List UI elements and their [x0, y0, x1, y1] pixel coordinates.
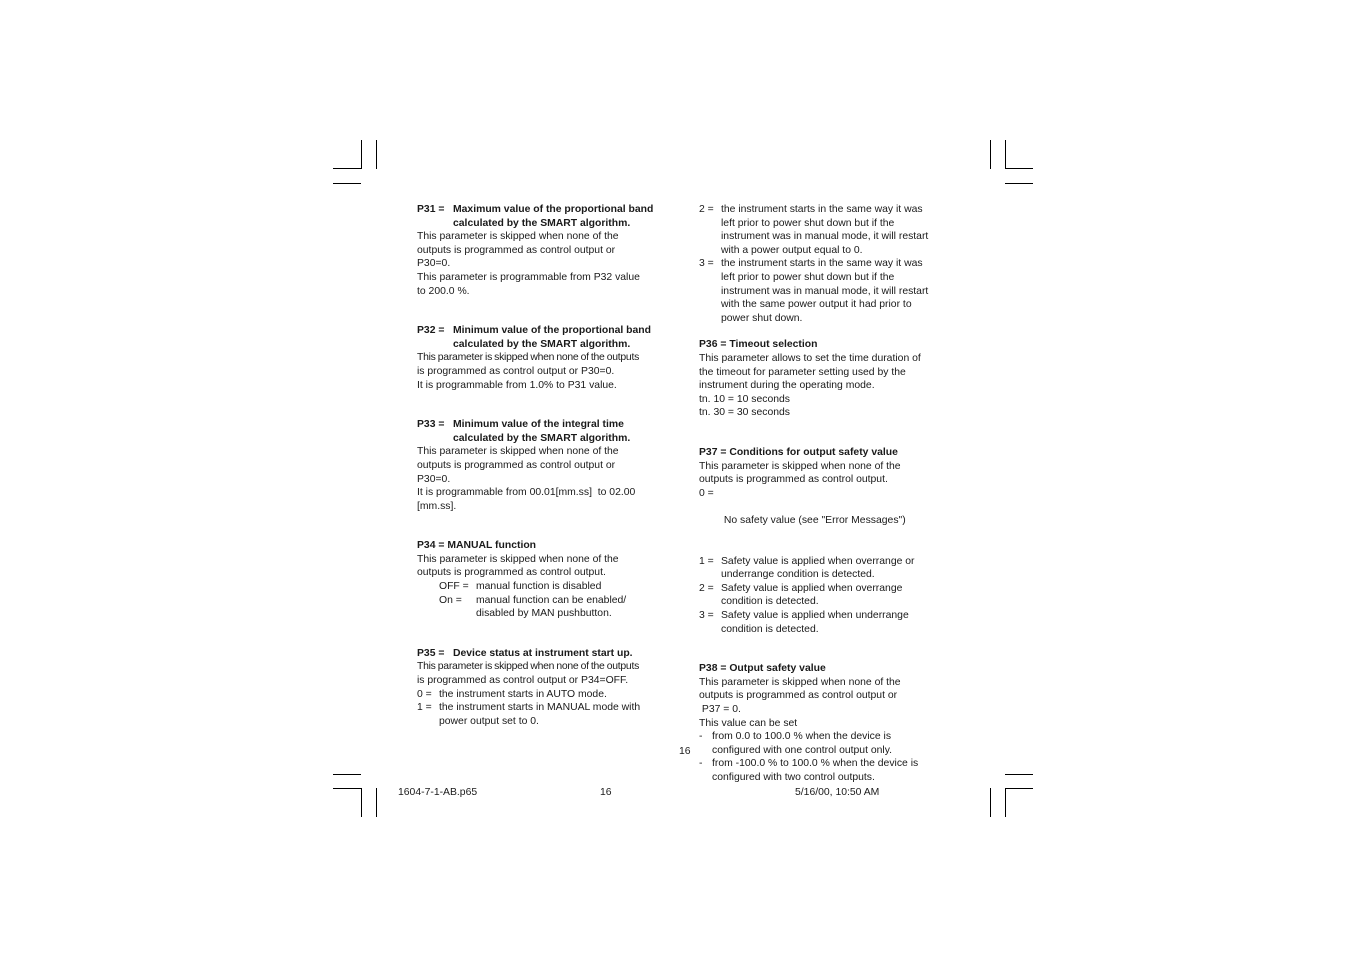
body-line: is programmed as control output or P30=0. [417, 365, 615, 377]
p34-body [417, 553, 675, 580]
p31-body [417, 230, 675, 298]
crop-mark-top-left [361, 140, 362, 169]
p32-body [417, 351, 675, 392]
footer-page: 16 [600, 787, 612, 798]
p35-body [417, 660, 675, 687]
crop-mark-bottom-right [990, 788, 991, 817]
p32-key: P32 = [417, 325, 445, 337]
p37-item [699, 487, 954, 555]
item-line: Safety value is applied when underrange [721, 610, 909, 622]
body-line: This parameter is skipped when none of the outputs [417, 661, 640, 673]
p32-title-line: calculated by the SMART algorithm. [453, 338, 631, 350]
p32-title-line: Minimum value of the proportional band [453, 325, 652, 337]
p34-option [417, 580, 675, 594]
p37-item [699, 555, 954, 582]
footer-filename: 1604-7-1-AB.p65 [398, 787, 478, 798]
crop-mark-bottom-right [1005, 788, 1033, 789]
item-line: the instrument starts in the same way it was [721, 204, 923, 215]
body-line: It is programmable from 1.0% to P31 value. [417, 379, 617, 391]
p38-item [699, 757, 954, 784]
item-line: configured with two control outputs. [712, 771, 875, 783]
section-p37 [699, 446, 954, 636]
p37-heading: P37 = Conditions for output safety value [699, 446, 898, 458]
item-key: - [699, 758, 703, 770]
section-p36 [699, 338, 954, 420]
crop-mark-top-right [1005, 140, 1006, 169]
option-line: disabled by MAN pushbutton. [476, 608, 612, 620]
p35-item [699, 203, 954, 257]
section-p38 [699, 662, 954, 784]
body-line: is programmed as control output or P34=OFF. [417, 675, 629, 687]
p38-item [699, 730, 954, 757]
body-line: This parameter allows to set the time duration of [699, 352, 921, 364]
p33-heading [417, 418, 675, 445]
body-line: This parameter is programmable from P32 value [417, 271, 640, 283]
crop-mark-bottom-left [333, 788, 361, 789]
footer-timestamp: 5/16/00, 10:50 AM [795, 787, 880, 798]
body-line: tn. 30 = 30 seconds [699, 407, 790, 419]
left-column [417, 203, 675, 728]
body-line: outputs is programmed as control output. [699, 474, 888, 486]
body-line: This parameter is skipped when none of the outputs [417, 352, 640, 364]
p31-title-line: Maximum value of the proportional band [453, 204, 654, 215]
body-line: outputs is programmed as control output or [699, 690, 898, 702]
p35-item [699, 257, 954, 325]
p34-heading: P34 = MANUAL function [417, 540, 537, 552]
item-line: power shut down. [721, 312, 803, 324]
crop-mark-top-right [990, 140, 991, 169]
p37-body [699, 460, 954, 487]
p36-body [699, 352, 954, 420]
body-line: P30=0. [417, 258, 451, 270]
item-key: 1 = [699, 555, 714, 567]
item-key: 0 = [699, 487, 714, 499]
section-p31 [417, 203, 675, 298]
body-line: to 200.0 %. [417, 285, 470, 297]
p35-item [417, 688, 675, 702]
crop-mark-top-right [1005, 183, 1033, 184]
p33-body [417, 445, 675, 513]
item-line: No safety value (see "Error Messages") [721, 514, 906, 526]
item-line: instrument was in manual mode, it will restart [721, 231, 929, 243]
p31-heading [417, 203, 675, 230]
p31-key: P31 = [417, 204, 445, 215]
item-line: left prior to power shut down but if the [721, 271, 895, 283]
item-key: 3 = [699, 258, 714, 270]
body-line: outputs is programmed as control output or [417, 244, 616, 256]
option-line: manual function can be enabled/ [476, 594, 627, 606]
item-line: from 0.0 to 100.0 % when the device is [712, 731, 892, 743]
body-line: This value can be set [699, 717, 798, 729]
section-p34 [417, 539, 675, 621]
item-key: 2 = [699, 582, 714, 594]
crop-mark-bottom-left [376, 788, 377, 817]
body-line: This parameter is skipped when none of the [699, 460, 901, 472]
crop-mark-top-left [333, 183, 361, 184]
p35-title: Device status at instrument start up. [453, 647, 633, 659]
p31-title-line: calculated by the SMART algorithm. [453, 217, 631, 229]
item-line: configured with one control output only. [712, 744, 893, 756]
body-line: This parameter is skipped when none of the [417, 446, 619, 458]
option-key: On = [439, 594, 462, 606]
section-p35 [417, 647, 675, 729]
item-line: condition is detected. [721, 623, 819, 635]
item-line: underrange condition is detected. [721, 569, 875, 581]
item-key: 1 = [417, 702, 432, 714]
p32-heading [417, 324, 675, 351]
item-key: 0 = [417, 688, 432, 700]
item-line: from -100.0 % to 100.0 % when the device is [712, 758, 919, 770]
crop-mark-bottom-left [333, 774, 361, 775]
item-key: 2 = [699, 204, 714, 215]
p35-item [417, 701, 675, 728]
p36-heading: P36 = Timeout selection [699, 339, 818, 351]
right-column [699, 203, 954, 785]
item-line: power output set to 0. [439, 715, 539, 727]
item-line: instrument was in manual mode, it will restart [721, 285, 929, 297]
body-line: This parameter is skipped when none of the [417, 231, 619, 243]
p35-heading [417, 647, 675, 661]
p37-item [699, 582, 954, 609]
section-p32 [417, 324, 675, 392]
body-line: P37 = 0. [699, 704, 741, 715]
body-line: It is programmable from 00.01[mm.ss] to 02.00 [417, 487, 636, 499]
item-line: the instrument starts in MANUAL mode with [439, 702, 641, 714]
item-line: Safety value is applied when overrange [721, 582, 903, 594]
item-line: with a power output equal to 0. [721, 244, 863, 256]
section-p35-continued [699, 203, 954, 325]
crop-mark-bottom-right [1005, 774, 1033, 775]
item-line: condition is detected. [721, 596, 819, 608]
crop-mark-bottom-right [1005, 788, 1006, 817]
p35-key: P35 = [417, 647, 445, 659]
crop-mark-bottom-left [361, 788, 362, 817]
body-line: outputs is programmed as control output. [417, 567, 606, 579]
body-line: instrument during the operating mode. [699, 380, 875, 392]
p34-option [417, 594, 675, 621]
p33-title-line: Minimum value of the integral time [453, 419, 624, 431]
p33-key: P33 = [417, 419, 445, 431]
crop-mark-top-left [376, 140, 377, 169]
crop-mark-top-right [1005, 168, 1033, 169]
item-line: the instrument starts in AUTO mode. [439, 688, 607, 700]
item-line: left prior to power shut down but if the [721, 217, 895, 229]
item-line: with the same power output it had prior to [721, 299, 912, 311]
p37-item [699, 609, 954, 636]
p38-body [699, 676, 954, 730]
item-key: 3 = [699, 610, 714, 622]
option-key: OFF = [439, 581, 469, 593]
crop-mark-top-left [333, 168, 361, 169]
option-line: manual function is disabled [476, 581, 602, 593]
body-line: tn. 10 = 10 seconds [699, 393, 790, 405]
item-key: - [699, 731, 703, 743]
item-line: Safety value is applied when overrange or [721, 555, 915, 567]
body-line: the timeout for parameter setting used by the [699, 366, 906, 378]
p38-heading: P38 = Output safety value [699, 663, 826, 675]
item-line: the instrument starts in the same way it was [721, 258, 923, 270]
body-line: This parameter is skipped when none of the [417, 553, 619, 565]
body-line: [mm.ss]. [417, 500, 457, 512]
section-p33 [417, 418, 675, 513]
p33-title-line: calculated by the SMART algorithm. [453, 432, 631, 444]
body-line: This parameter is skipped when none of the [699, 676, 901, 688]
body-line: outputs is programmed as control output or [417, 459, 616, 471]
page-number: 16 [679, 746, 691, 757]
body-line: P30=0. [417, 473, 451, 485]
